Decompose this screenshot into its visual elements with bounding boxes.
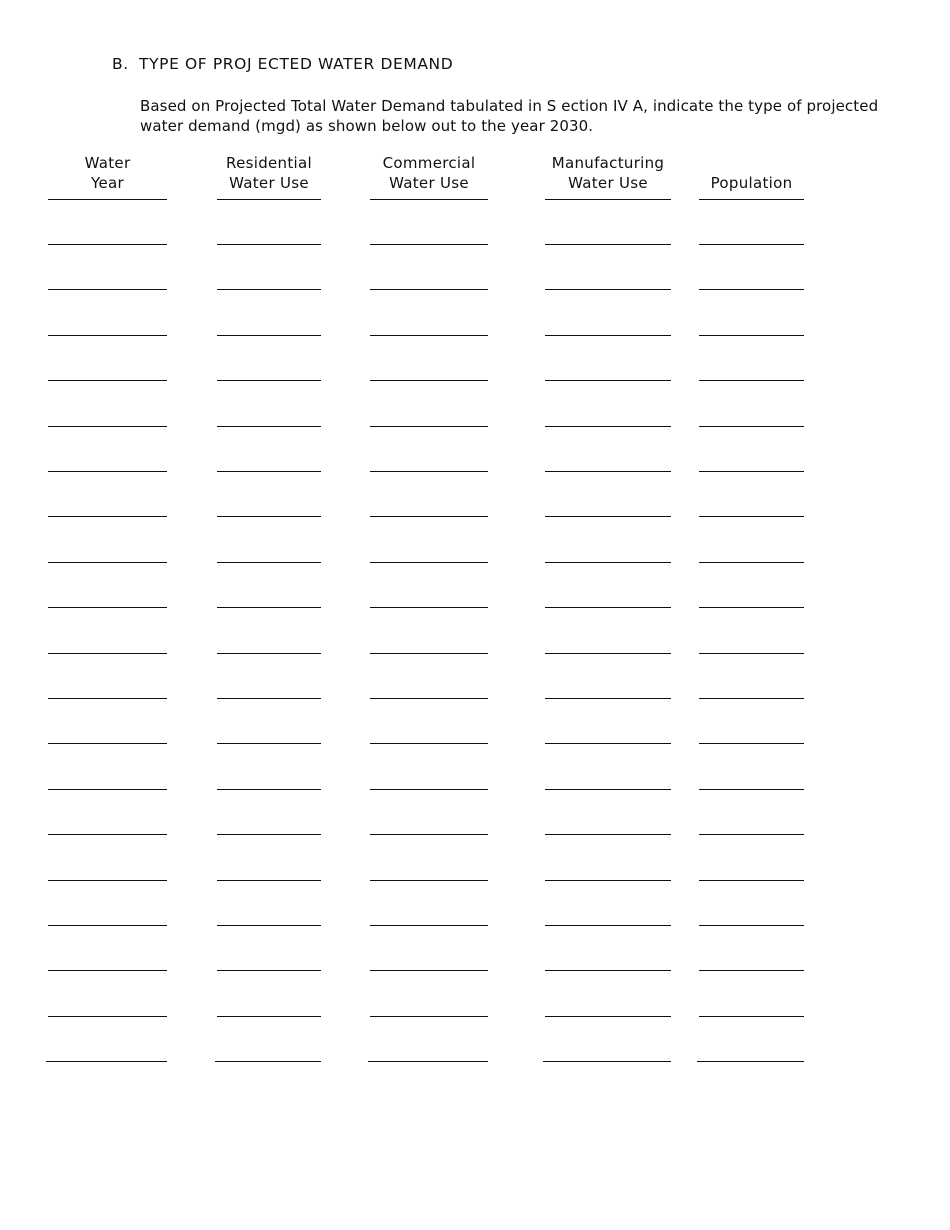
blank-field-residential[interactable] [217, 426, 321, 427]
blank-field-population[interactable] [699, 471, 804, 472]
blank-field-population[interactable] [699, 244, 804, 245]
section-title: TYPE OF PROJ ECTED WATER DEMAND [139, 55, 454, 73]
blank-field-water-year[interactable] [46, 1061, 167, 1062]
blank-field-population[interactable] [699, 880, 804, 881]
header-underline-commercial [370, 199, 488, 200]
blank-field-commercial[interactable] [370, 880, 488, 881]
blank-field-water-year[interactable] [48, 653, 167, 654]
blank-field-population[interactable] [699, 289, 804, 290]
blank-field-manufacturing[interactable] [545, 925, 671, 926]
blank-field-manufacturing[interactable] [545, 970, 671, 971]
header-underline-manufacturing [545, 199, 671, 200]
blank-field-residential[interactable] [217, 834, 321, 835]
blank-field-population[interactable] [699, 925, 804, 926]
blank-field-commercial[interactable] [370, 607, 488, 608]
blank-field-manufacturing[interactable] [545, 607, 671, 608]
blank-field-population[interactable] [699, 789, 804, 790]
column-header-line-2: Water Use [389, 174, 469, 192]
blank-field-population[interactable] [699, 380, 804, 381]
blank-field-residential[interactable] [217, 562, 321, 563]
blank-field-population[interactable] [699, 516, 804, 517]
blank-field-water-year[interactable] [48, 607, 167, 608]
blank-field-commercial[interactable] [370, 789, 488, 790]
header-underline-population [699, 199, 804, 200]
blank-field-residential[interactable] [217, 743, 321, 744]
blank-field-water-year[interactable] [48, 471, 167, 472]
blank-field-water-year[interactable] [48, 789, 167, 790]
blank-field-population[interactable] [699, 970, 804, 971]
blank-field-commercial[interactable] [370, 516, 488, 517]
blank-field-residential[interactable] [217, 1016, 321, 1017]
blank-field-commercial[interactable] [370, 426, 488, 427]
blank-field-water-year[interactable] [48, 1016, 167, 1017]
blank-field-commercial[interactable] [370, 562, 488, 563]
blank-field-residential[interactable] [217, 789, 321, 790]
column-header-line-1: Commercial [382, 154, 476, 172]
instructions-paragraph [140, 96, 900, 136]
blank-field-water-year[interactable] [48, 562, 167, 563]
blank-field-population[interactable] [699, 562, 804, 563]
blank-field-residential[interactable] [217, 289, 321, 290]
blank-field-manufacturing[interactable] [545, 834, 671, 835]
column-header-water-year [48, 153, 167, 193]
header-underline-residential [217, 199, 321, 200]
blank-field-commercial[interactable] [370, 244, 488, 245]
blank-field-population[interactable] [699, 743, 804, 744]
blank-field-residential[interactable] [217, 516, 321, 517]
blank-field-water-year[interactable] [48, 925, 167, 926]
blank-field-water-year[interactable] [48, 880, 167, 881]
blank-field-residential[interactable] [217, 335, 321, 336]
blank-field-manufacturing[interactable] [545, 289, 671, 290]
blank-field-manufacturing[interactable] [545, 426, 671, 427]
column-header-line-2: Year [91, 174, 124, 192]
blank-field-commercial[interactable] [370, 925, 488, 926]
column-header-line-1 [699, 153, 804, 173]
column-header-line-1: Residential [226, 154, 312, 172]
blank-field-commercial[interactable] [368, 1061, 488, 1062]
blank-field-population[interactable] [699, 698, 804, 699]
blank-field-residential[interactable] [217, 698, 321, 699]
blank-field-water-year[interactable] [48, 516, 167, 517]
blank-field-residential[interactable] [217, 970, 321, 971]
blank-field-population[interactable] [699, 653, 804, 654]
blank-field-water-year[interactable] [48, 834, 167, 835]
blank-field-manufacturing[interactable] [545, 335, 671, 336]
blank-field-manufacturing[interactable] [543, 1061, 671, 1062]
column-header-manufacturing [545, 153, 671, 193]
column-header-line-2: Water Use [568, 174, 648, 192]
blank-field-water-year[interactable] [48, 743, 167, 744]
blank-field-manufacturing[interactable] [545, 880, 671, 881]
blank-field-residential[interactable] [217, 607, 321, 608]
column-header-line-1: Water [84, 154, 131, 172]
blank-field-manufacturing[interactable] [545, 244, 671, 245]
header-underline-water-year [48, 199, 167, 200]
blank-field-commercial[interactable] [370, 653, 488, 654]
blank-field-residential[interactable] [217, 380, 321, 381]
blank-field-commercial[interactable] [370, 289, 488, 290]
blank-field-residential[interactable] [217, 244, 321, 245]
blank-field-manufacturing[interactable] [545, 789, 671, 790]
instructions-line-2: water demand (mgd) as shown below out to the year 2030. [140, 117, 594, 135]
column-header-line-2: Water Use [229, 174, 309, 192]
blank-field-population[interactable] [699, 607, 804, 608]
column-header-population [699, 153, 804, 193]
blank-field-commercial[interactable] [370, 743, 488, 744]
instructions-line-1: Based on Projected Total Water Demand tabulated in S ection IV A, indicate the type of projected [140, 97, 879, 115]
blank-field-population[interactable] [697, 1061, 804, 1062]
blank-field-water-year[interactable] [48, 244, 167, 245]
column-header-commercial [370, 153, 488, 193]
blank-field-water-year[interactable] [48, 426, 167, 427]
blank-field-manufacturing[interactable] [545, 653, 671, 654]
column-header-residential [217, 153, 321, 193]
blank-field-commercial[interactable] [370, 335, 488, 336]
blank-field-population[interactable] [699, 426, 804, 427]
blank-field-commercial[interactable] [370, 698, 488, 699]
blank-field-population[interactable] [699, 335, 804, 336]
column-header-line-2: Population [710, 174, 793, 192]
blank-field-population[interactable] [699, 834, 804, 835]
column-header-line-1: Manufacturing [551, 154, 665, 172]
blank-field-manufacturing[interactable] [545, 743, 671, 744]
blank-field-residential[interactable] [217, 653, 321, 654]
blank-field-water-year[interactable] [48, 970, 167, 971]
blank-field-population[interactable] [699, 1016, 804, 1017]
blank-field-water-year[interactable] [48, 698, 167, 699]
section-letter: B. [112, 55, 129, 73]
blank-field-commercial[interactable] [370, 380, 488, 381]
section-heading [112, 55, 453, 73]
blank-field-commercial[interactable] [370, 834, 488, 835]
blank-field-manufacturing[interactable] [545, 1016, 671, 1017]
blank-field-residential[interactable] [215, 1061, 321, 1062]
blank-field-commercial[interactable] [370, 1016, 488, 1017]
blank-field-manufacturing[interactable] [545, 380, 671, 381]
blank-field-residential[interactable] [217, 880, 321, 881]
blank-field-manufacturing[interactable] [545, 562, 671, 563]
blank-field-water-year[interactable] [48, 289, 167, 290]
blank-field-water-year[interactable] [48, 380, 167, 381]
blank-field-water-year[interactable] [48, 335, 167, 336]
blank-field-manufacturing[interactable] [545, 471, 671, 472]
blank-field-manufacturing[interactable] [545, 516, 671, 517]
blank-field-commercial[interactable] [370, 970, 488, 971]
blank-field-residential[interactable] [217, 471, 321, 472]
blank-field-manufacturing[interactable] [545, 698, 671, 699]
blank-field-residential[interactable] [217, 925, 321, 926]
blank-field-commercial[interactable] [370, 471, 488, 472]
